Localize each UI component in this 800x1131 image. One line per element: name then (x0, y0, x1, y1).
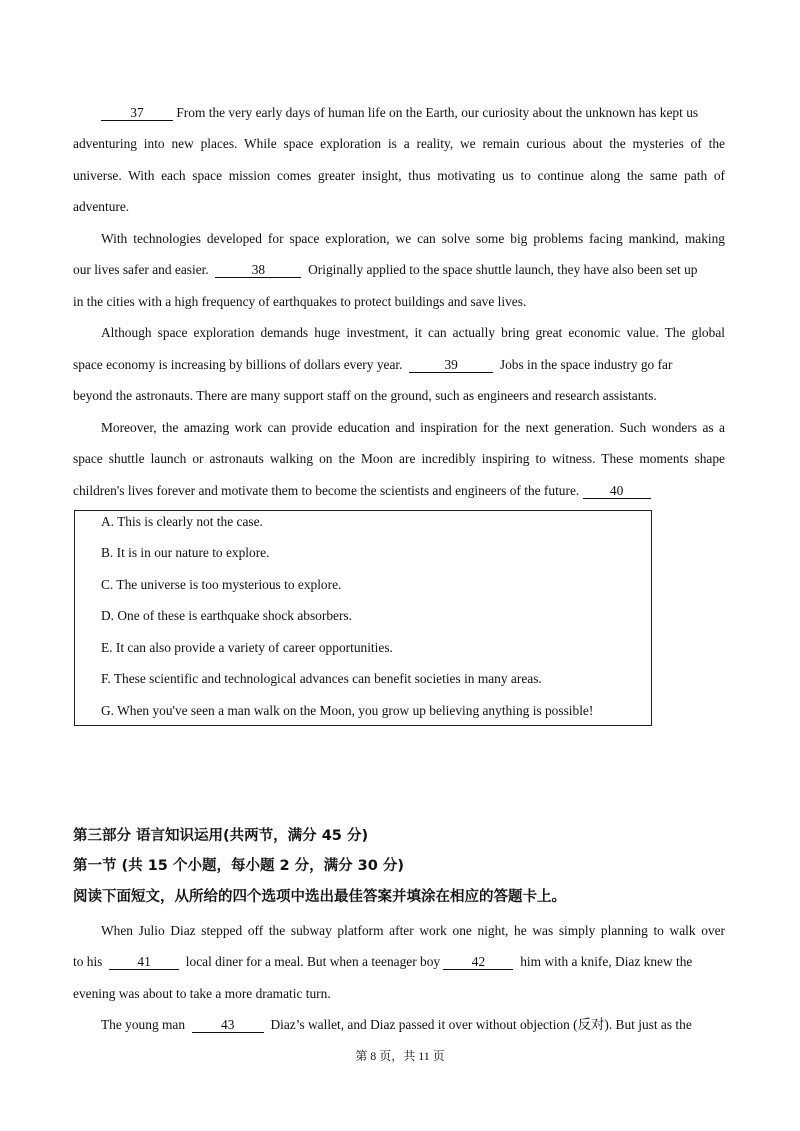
option-g: G. When you've seen a man walk on the Moon, you grow up believing anything is possible! (101, 703, 594, 718)
cloze-text: The young man (101, 1017, 186, 1032)
passage-text: Originally applied to the space shuttle launch, they have also been set up (308, 262, 698, 277)
section-instruction: 阅读下面短文，从所给的四个选项中选出最佳答案并填涂在相应的答题卡上。 (73, 889, 566, 905)
cloze-text: Diaz’s wallet, and Diaz passed it over without objection (反对). But just as the (270, 1017, 692, 1032)
passage-line: With technologies developed for space exploration, we can solve some big problems facing mankind, making (101, 231, 725, 246)
answer-blank: 37 (101, 106, 173, 121)
option-c: C. The universe is too mysterious to explore. (101, 577, 342, 592)
cloze-text: to his (73, 954, 103, 969)
answer-blank: 43 (192, 1018, 264, 1033)
cloze-line (73, 953, 692, 971)
answer-blank: 42 (443, 955, 513, 970)
passage-line: universe. With each space mission comes greater insight, thus motivating us to continue along the same path of (73, 168, 725, 183)
passage-text: our lives safer and easier. (73, 262, 209, 277)
answer-blank: 38 (215, 263, 301, 278)
option-b: B. It is in our nature to explore. (101, 545, 270, 560)
cloze-text: local diner for a meal. But when a teenager boy (185, 954, 441, 969)
passage-line: space shuttle launch or astronauts walking on the Moon are incredibly inspiring to witness. These moments shape (73, 451, 725, 466)
passage-line: adventure. (73, 199, 130, 214)
passage-line (73, 261, 697, 279)
passage-line (73, 482, 651, 500)
option-e: E. It can also provide a variety of career opportunities. (101, 640, 393, 655)
option-f: F. These scientific and technological advances can benefit societies in many areas. (101, 671, 542, 686)
cloze-text: him with a knife, Diaz knew the (520, 954, 693, 969)
answer-blank: 39 (409, 358, 493, 373)
section-sub-title: 第一节 (共 15 个小题，每小题 2 分，满分 30 分) (73, 858, 405, 874)
cloze-line (101, 1016, 692, 1034)
answer-blank: 40 (583, 484, 651, 499)
passage-line: Although space exploration demands huge investment, it can actually bring great economic value. The global (101, 325, 725, 340)
page-number: 第 8 页，共 11 页 (355, 1049, 445, 1063)
passage-line: adventuring into new places. While space exploration is a reality, we remain curious about the mysteries of the (73, 136, 725, 151)
passage-text: From the very early days of human life on the Earth, our curiosity about the unknown has kept us (176, 105, 699, 120)
section-part-title: 第三部分 语言知识运用(共两节，满分 45 分) (73, 828, 369, 844)
passage-line: beyond the astronauts. There are many support staff on the ground, such as engineers and research assistants. (73, 388, 657, 403)
option-d: D. One of these is earthquake shock absorbers. (101, 608, 352, 623)
passage-line (101, 104, 698, 122)
option-a: A. This is clearly not the case. (101, 514, 263, 529)
cloze-line: When Julio Diaz stepped off the subway platform after work one night, he was simply planning to walk over (101, 923, 725, 938)
passage-text: Jobs in the space industry go far (499, 357, 673, 372)
answer-blank: 41 (109, 955, 179, 970)
passage-text: space economy is increasing by billions of dollars every year. (73, 357, 403, 372)
passage-line: Moreover, the amazing work can provide education and inspiration for the next generation. Such wonders as a (101, 420, 725, 435)
cloze-line: evening was about to take a more dramatic turn. (73, 986, 331, 1001)
passage-text: children's lives forever and motivate them to become the scientists and engineers of the future. (73, 483, 580, 498)
passage-line (73, 356, 672, 374)
passage-line: in the cities with a high frequency of earthquakes to protect buildings and save lives. (73, 294, 527, 309)
